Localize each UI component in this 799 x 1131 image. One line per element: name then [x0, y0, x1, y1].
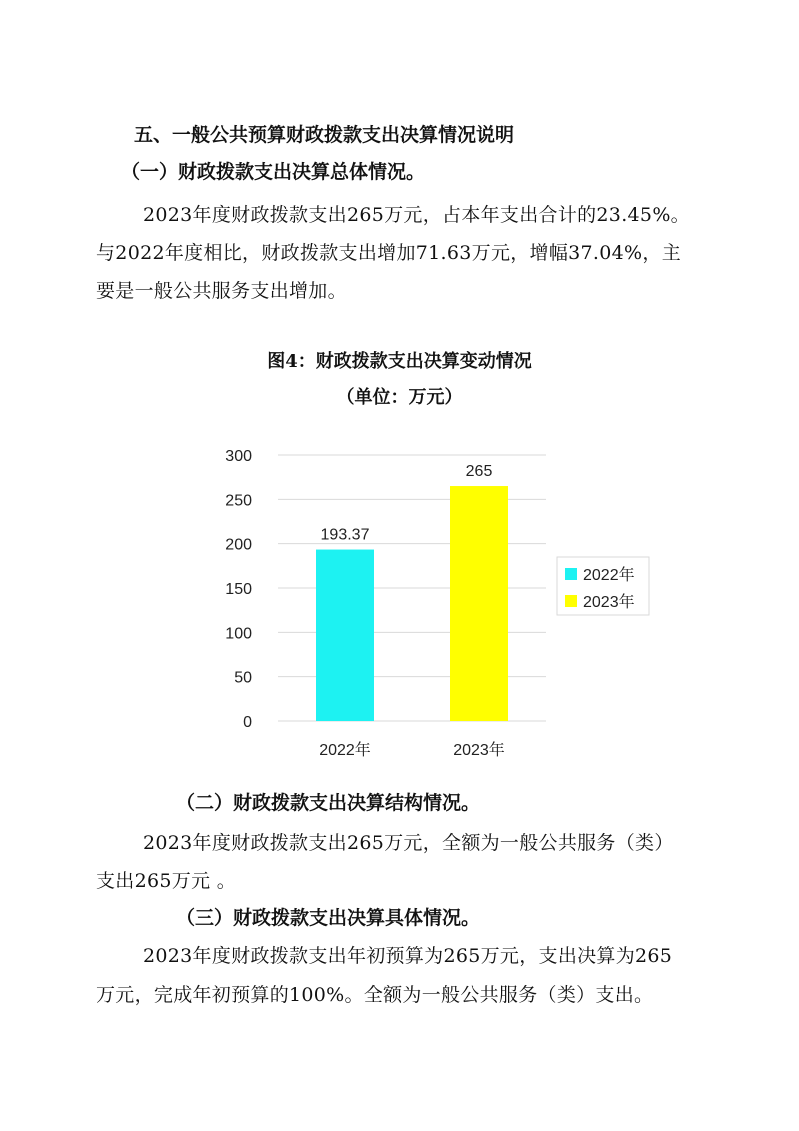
y-tick-label: 50	[234, 669, 252, 687]
y-tick-label: 300	[225, 448, 252, 465]
paragraph-line: 2023年度财政拨款支出265万元，全额为一般公共服务（类）	[143, 832, 674, 854]
x-tick-label: 2022年	[319, 742, 371, 759]
bar	[450, 486, 508, 721]
legend-swatch	[565, 568, 577, 580]
legend-label: 2022年	[583, 567, 635, 584]
y-tick-label: 200	[225, 536, 252, 554]
data-label: 193.37	[320, 526, 370, 544]
data-label: 265	[465, 463, 493, 481]
chart-unit-label: （单位：万元）	[336, 387, 463, 408]
legend-label: 2023年	[583, 594, 635, 611]
paragraph-line: 与2022年度相比，财政拨款支出增加71.63万元，增幅37.04%，主	[96, 242, 681, 264]
paragraph-line: 要是一般公共服务支出增加。	[96, 280, 347, 302]
chart-title: 图4：财政拨款支出决算变动情况	[267, 351, 532, 372]
subsection-title-overall: （一）财政拨款支出决算总体情况。	[121, 161, 426, 183]
y-tick-label: 100	[225, 625, 252, 643]
paragraph-line: 2023年度财政拨款支出年初预算为265万元，支出决算为265	[143, 945, 673, 967]
y-tick-label: 0	[243, 714, 252, 731]
y-tick-label: 250	[225, 492, 252, 510]
bar	[316, 550, 374, 721]
legend-swatch	[565, 595, 577, 607]
x-tick-label: 2023年	[453, 742, 505, 759]
section-title: 五、一般公共预算财政拨款支出决算情况说明	[134, 124, 515, 146]
paragraph-line: 支出265万元 。	[96, 870, 237, 892]
bar-chart	[200, 440, 670, 780]
paragraph-line: 2023年度财政拨款支出265万元，占本年支出合计的23.45%。	[143, 204, 690, 226]
subsection-title-detail: （三）财政拨款支出决算具体情况。	[176, 907, 481, 929]
y-tick-label: 150	[225, 581, 252, 598]
subsection-title-structure: （二）财政拨款支出决算结构情况。	[176, 792, 481, 814]
paragraph-line: 万元，完成年初预算的100%。全额为一般公共服务（类）支出。	[96, 984, 654, 1006]
